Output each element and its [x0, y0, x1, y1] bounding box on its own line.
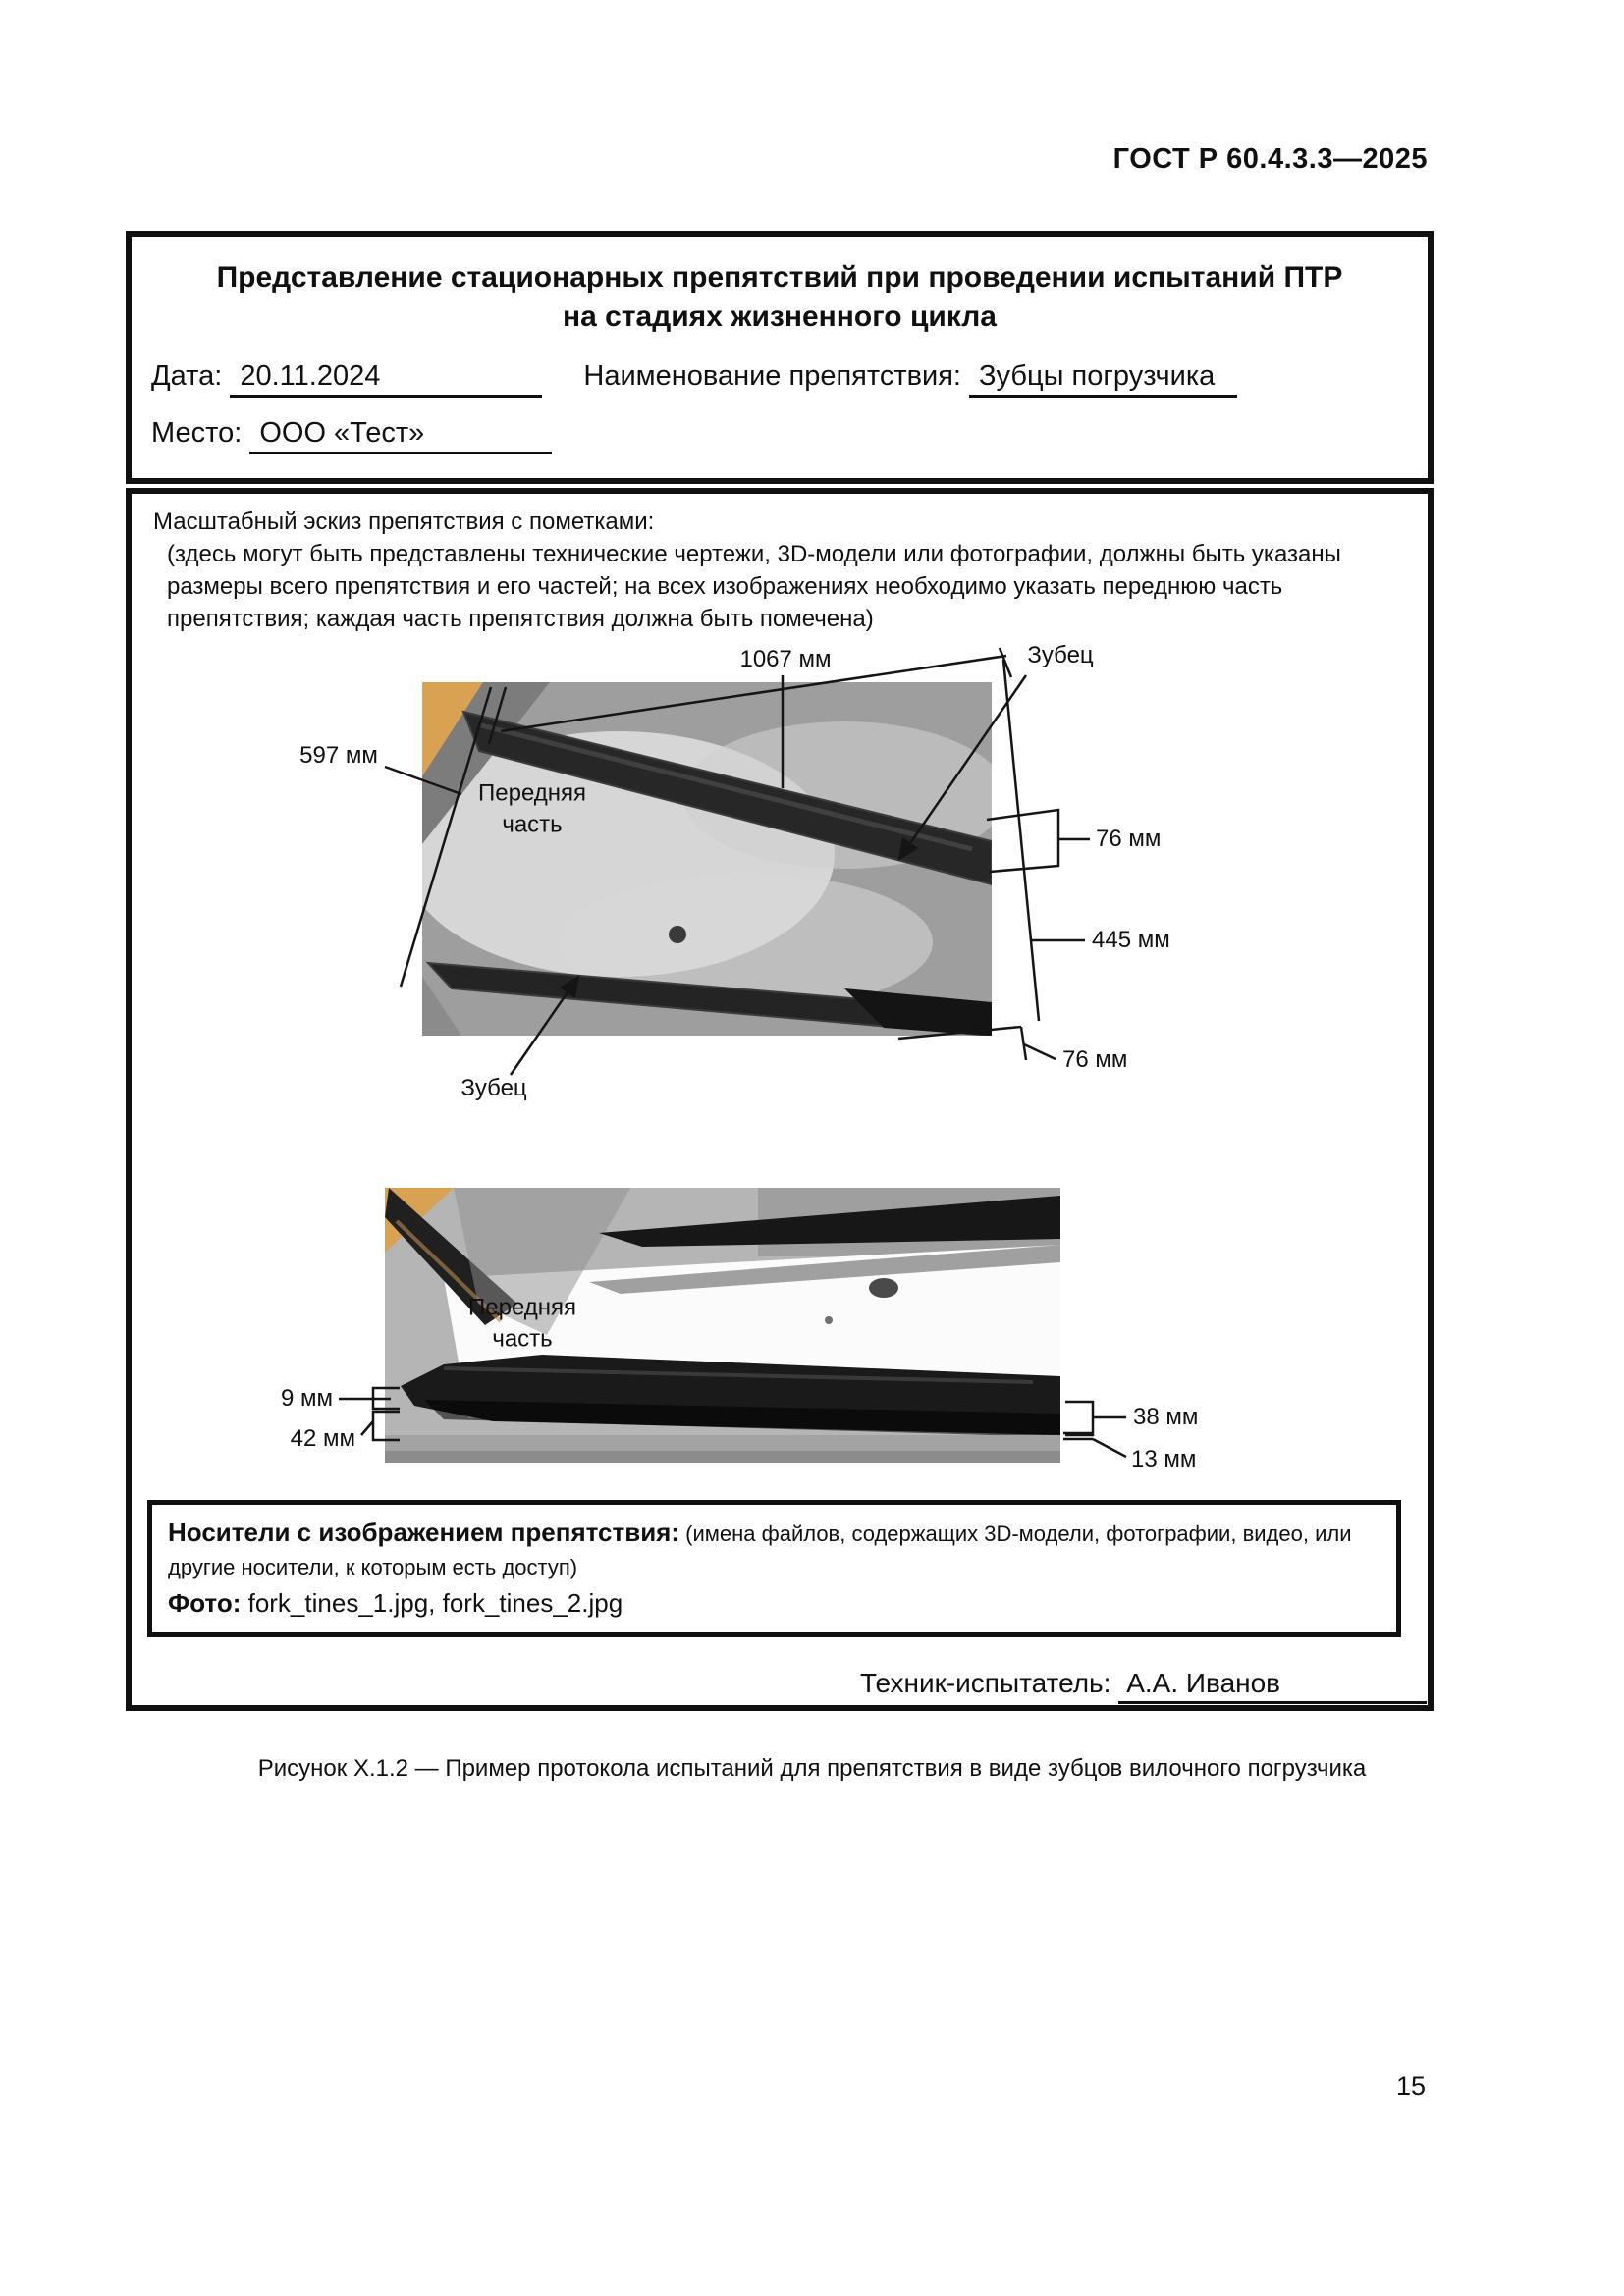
dim-445-label: 445 мм — [1092, 927, 1170, 953]
front-part-2-line1: Передняя — [467, 1294, 577, 1321]
dim-1067-tick-right — [1000, 648, 1011, 677]
tine-top-label: Зубец — [1027, 641, 1094, 668]
tine-bottom-label: Зубец — [460, 1074, 527, 1101]
dim-42-label: 42 мм — [290, 1425, 355, 1452]
dim-42-leader — [361, 1421, 373, 1435]
obstacle-name-value: Зубцы погрузчика — [969, 360, 1237, 398]
sketch-heading — [153, 506, 1400, 635]
tester-value: А.А. Иванов — [1118, 1668, 1427, 1704]
dim-76-bottom-end — [1021, 1027, 1026, 1060]
place-row — [151, 417, 552, 454]
dim-13-leader — [1093, 1439, 1126, 1457]
media-note: (имена файлов, содержащих 3D-модели, фотографии, видео, или другие носители, к которым есть доступ) — [168, 1522, 1352, 1579]
media-files-row — [168, 1585, 1380, 1623]
media-label: Носители с изображением препятствия: — [168, 1518, 680, 1547]
date-obstacle-row — [151, 360, 1237, 398]
obstacle-photo-top-view — [422, 682, 992, 1036]
dim-38-label: 38 мм — [1133, 1404, 1199, 1430]
dim-13-label: 13 мм — [1131, 1446, 1197, 1472]
figure-caption: Рисунок Х.1.2 — Пример протокола испытаний для препятствия в виде зубцов вилочного погрузчика — [257, 1755, 1367, 1782]
protocol-header-box — [126, 231, 1434, 484]
photo2-floor-shade — [385, 1451, 1060, 1463]
dim-38-bracket — [1065, 1402, 1093, 1435]
dim-1067-label: 1067 мм — [739, 645, 832, 672]
sketch-label: Масштабный эскиз препятствия с пометками: — [153, 508, 655, 535]
dim-76-bottom-label: 76 мм — [1062, 1046, 1128, 1073]
photo-files-value: fork_tines_1.jpg, fork_tines_2.jpg — [247, 1587, 623, 1618]
form-title — [132, 258, 1428, 336]
photo-files-label: Фото: — [168, 1587, 242, 1618]
tester-label: Техник-испытатель: — [860, 1668, 1111, 1698]
dim-76-top-label: 76 мм — [1096, 826, 1162, 852]
outline-right — [1003, 660, 1039, 1021]
tester-row — [860, 1668, 1427, 1704]
place-label: Место: — [151, 417, 243, 449]
date-value: 20.11.2024 — [230, 360, 542, 398]
obstacle-name-label: Наименование препятствия: — [583, 360, 961, 392]
photo1-dark-spot — [669, 926, 686, 943]
dim-76-top-bracket — [987, 810, 1058, 872]
dim-76-bottom-tick — [1024, 1044, 1056, 1059]
front-part-label-2 — [468, 1293, 576, 1357]
front-part-2-line2: часть — [492, 1326, 553, 1353]
front-part-1-line2: часть — [502, 812, 563, 838]
media-carriers-box — [147, 1500, 1401, 1637]
page-number: 15 — [1396, 2071, 1427, 2101]
front-part-1-line1: Передняя — [477, 779, 587, 807]
form-title-line2: на стадиях жизненного цикла — [563, 299, 997, 333]
photo2-dark-spot — [869, 1278, 898, 1298]
standard-reference: ГОСТ Р 60.4.3.3—2025 — [1112, 143, 1428, 175]
place-value: ООО «Тест» — [249, 417, 552, 454]
photo2-speck — [825, 1316, 833, 1324]
front-part-label-1 — [478, 778, 586, 842]
sketch-box — [126, 488, 1434, 1711]
dim-597-label: 597 мм — [299, 741, 378, 769]
form-title-line1: Представление стационарных препятствий при проведении испытаний ПТР — [216, 261, 1343, 294]
dim-9-label: 9 мм — [280, 1385, 333, 1412]
sketch-note: (здесь могут быть представлены технические чертежи, 3D-модели или фотографии, должны быть указаны размеры всего препятствия и его частей; на всех изображениях необходимо указать переднюю часть препятствия; каждая часть препятствия должна быть помечена) — [167, 541, 1341, 633]
date-label: Дата: — [151, 360, 223, 392]
